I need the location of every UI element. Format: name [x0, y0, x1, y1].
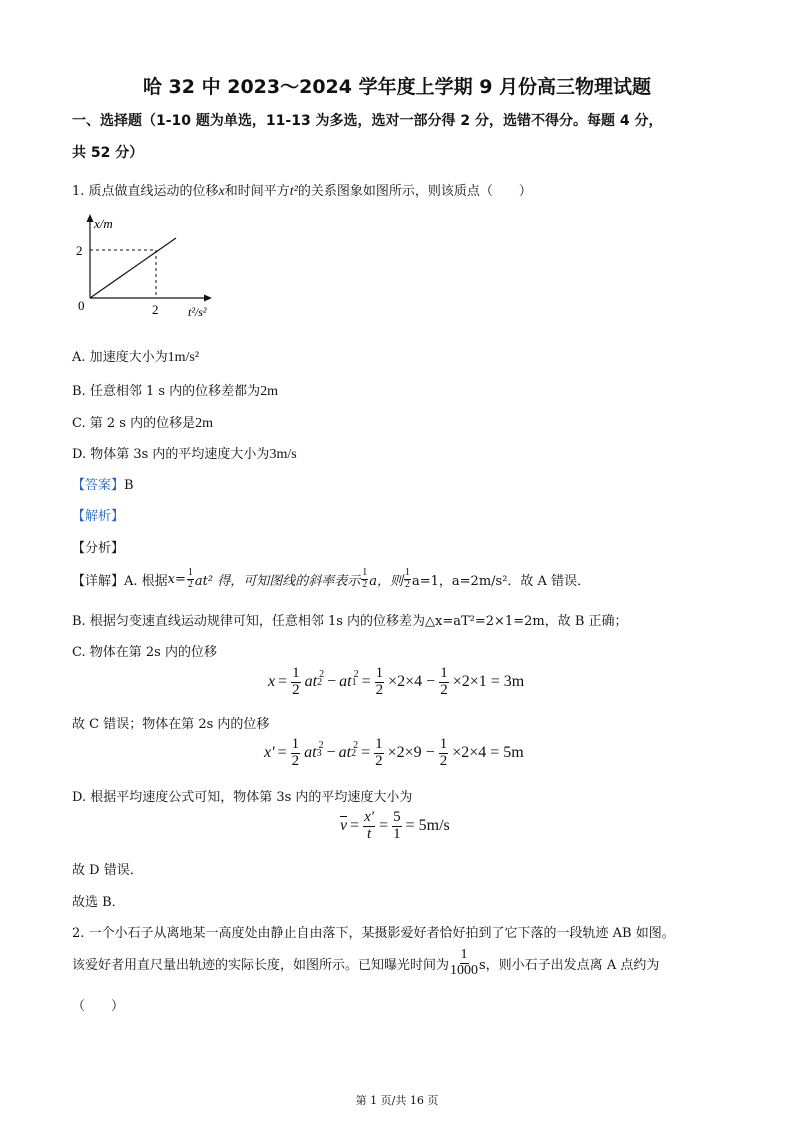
detail-d-result: 故 D 错误． — [72, 863, 143, 878]
q2-line2b: s，则小石子出发点离 A 点约为 — [479, 957, 660, 973]
detail-a-part5: a=1，a=2m/s²．故 A 错误． — [412, 573, 591, 589]
option-b-value: 2m — [260, 384, 279, 399]
q1-stem-a: 1. 质点做直线运动的位移 — [72, 184, 219, 199]
detail-a-part2: x= — [167, 571, 186, 587]
option-c-label: C. 第 2 s 内的位移是 — [72, 416, 196, 431]
y-axis-arrow — [87, 214, 94, 222]
q2-line3: （ ） — [72, 999, 125, 1014]
q1-stem-b: 和时间平方 — [224, 184, 290, 199]
q1-option-d[interactable] — [72, 443, 297, 463]
section-heading-line1: 一、选择题（1-10 题为单选，11-13 为多选，选对一部分得 2 分，选错不得分。每题 4 分， — [72, 113, 663, 129]
section-heading-line2: 共 52 分） — [72, 145, 144, 161]
q2-line1: 2. 一个小石子从离地某一高度处由静止自由落下，某摄影爱好者恰好拍到了它下落的一段轨迹 AB 如图。 — [72, 926, 675, 941]
option-d-value: 3m/s — [269, 447, 297, 462]
detail-a-part4: a，则 — [369, 573, 403, 589]
equation-x: x = $\frac{1}{2}$ at 2 $^2$ − at 1 $^2$ = $\frac{1}{2}$ ×2×4 − $\frac{1}{2}$ ×2×1 = 3m — [268, 665, 525, 698]
option-a-label: A. 加速度大小为 — [72, 350, 168, 365]
y-tick-label: 2 — [76, 243, 83, 258]
data-line — [90, 238, 176, 298]
exposure-denominator: 1000 — [450, 962, 479, 978]
option-c-value: 2m — [195, 416, 213, 431]
detail-c-result: 故 C 错误；物体在第 2s 内的位移 — [72, 717, 270, 732]
fraction-half: $\frac{1}{2}$ — [362, 567, 368, 590]
exposure-numerator: 1 — [460, 947, 468, 962]
x-tick-label: 2 — [152, 302, 159, 317]
q1-answer — [72, 474, 134, 493]
q1-stem — [72, 180, 532, 200]
fenxi-tag: 【分析】 — [72, 541, 125, 556]
origin-label: 0 — [78, 298, 85, 313]
q1-option-b[interactable] — [72, 380, 278, 400]
page-title: 哈 32 中 2023～2024 学年度上学期 9 月份高三物理试题 — [142, 76, 652, 98]
equation-v-bar: $\overline{v}$ = $\frac{x'}{t}$ = $\frac{5}{1}$ = 5m/s — [340, 809, 450, 842]
option-a-value: 1m/s² — [167, 350, 200, 365]
equation-x-prime: x′ = $\frac{1}{2}$ at 3 $^2$ − at 2 $^2$ = $\frac{1}{2}$ ×2×9 − $\frac{1}{2}$ ×2×4 = 5m — [264, 736, 524, 769]
detail-c: C. 物体在第 2s 内的位移 — [72, 645, 217, 660]
q1-stem-c: 的关系图象如图所示，则该质点（ ） — [297, 184, 532, 199]
detail-a-part3: at² 得，可知图线的斜率表示 — [194, 573, 361, 589]
answer-value: B — [124, 478, 134, 493]
answer-tag: 【答案】 — [72, 478, 125, 493]
detail-a-part1: A. 根据 — [124, 573, 168, 589]
detail-final: 故选 B． — [72, 895, 125, 910]
q1-stem-var-t2: t² — [289, 184, 298, 199]
page-footer: 第 1 页/共 16 页 — [355, 1094, 439, 1107]
detail-d: D. 根据平均速度公式可知，物体第 3s 内的平均速度大小为 — [72, 790, 413, 805]
option-b-label: B. 任意相邻 1 s 内的位移差都为 — [72, 384, 261, 399]
exposure-fraction — [450, 948, 478, 978]
q1-option-c[interactable] — [72, 412, 213, 432]
q1-stem-var-x: x — [218, 184, 225, 199]
q1-option-a[interactable] — [72, 346, 199, 366]
q1-graph — [72, 210, 232, 325]
fraction-half: $\frac{1}{2}$ — [405, 567, 410, 590]
detail-a — [72, 568, 590, 590]
option-d-label: D. 物体第 3s 内的平均速度大小为 — [72, 447, 270, 462]
x-axis-arrow — [204, 295, 212, 302]
x-axis-label: t²/s² — [188, 305, 207, 319]
detail-b: B. 根据匀变速直线运动规律可知，任意相邻 1s 内的位移差为△x=aT²=2×1=2m，故 B 正确； — [72, 614, 628, 629]
y-axis-label: x/m — [94, 216, 113, 231]
analysis-tag: 【解析】 — [72, 509, 125, 524]
detail-tag: 【详解】 — [72, 573, 125, 589]
q2-line2 — [72, 948, 659, 978]
fraction-half: $\frac{1}{2}$ — [187, 567, 193, 590]
q2-line2a: 该爱好者用直尺量出轨迹的实际长度，如图所示。已知曝光时间为 — [72, 957, 450, 973]
